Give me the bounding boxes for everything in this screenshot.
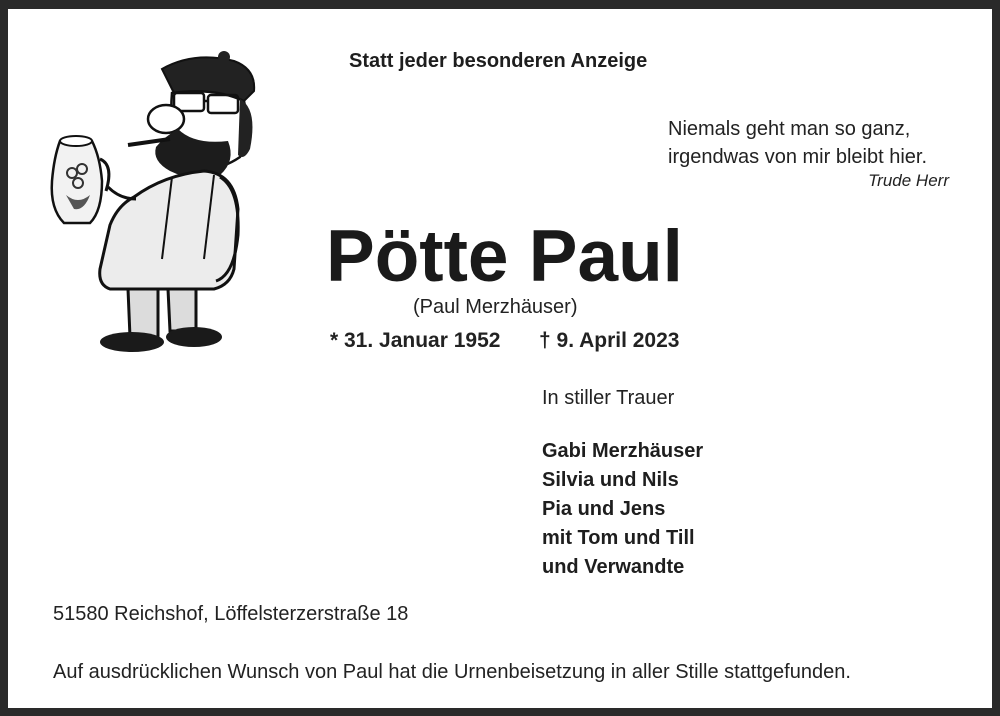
mourner: Silvia und Nils bbox=[542, 469, 679, 491]
quote bbox=[668, 115, 927, 171]
quote-line: Niemals geht man so ganz, bbox=[668, 118, 911, 140]
address: 51580 Reichshof, Löffelsterzerstraße 18 bbox=[53, 603, 409, 625]
quote-author: Trude Herr bbox=[868, 171, 949, 190]
mourner: Pia und Jens bbox=[542, 498, 666, 520]
closing-text: Auf ausdrücklichen Wunsch von Paul hat die Urnenbeisetzung in aller Stille stattgefunden. bbox=[53, 661, 851, 683]
deceased-name: Pötte Paul bbox=[326, 216, 683, 297]
mourner: mit Tom und Till bbox=[542, 527, 695, 549]
birth-date: * 31. Januar 1952 bbox=[330, 329, 501, 352]
mourning-text: In stiller Trauer bbox=[542, 387, 675, 409]
notice-header: Statt jeder besonderen Anzeige bbox=[349, 50, 648, 72]
mourner: und Verwandte bbox=[542, 556, 685, 578]
death-date: † 9. April 2023 bbox=[539, 329, 680, 352]
caricature-man-with-jug-icon bbox=[44, 49, 274, 364]
mourner: Gabi Merzhäuser bbox=[542, 440, 704, 462]
birth-name: (Paul Merzhäuser) bbox=[413, 296, 578, 318]
mourners-list bbox=[542, 437, 703, 582]
quote-line: irgendwas von mir bleibt hier. bbox=[668, 146, 928, 168]
